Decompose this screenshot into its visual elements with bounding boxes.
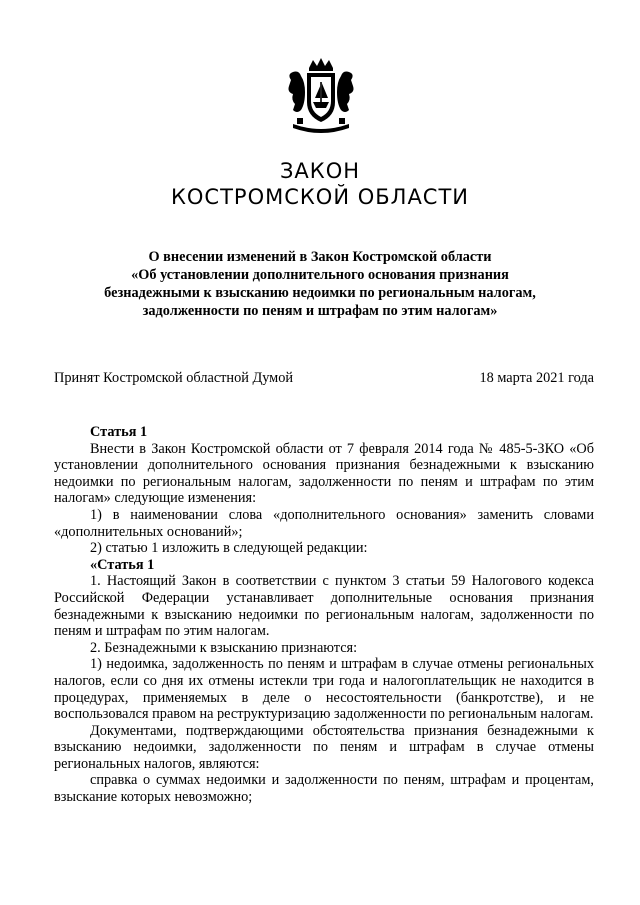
paragraph-item-1: 1) в наименовании слова «дополнительного основания» заменить словами «дополнительных оснований»; — [54, 506, 594, 540]
article-1-heading: Статья 1 — [90, 424, 148, 440]
subtitle-line2: «Об установлении дополнительного основания признания — [131, 267, 509, 283]
subtitle-line3: безнадежными к взысканию недоимки по региональным налогам, — [104, 285, 536, 301]
subtitle-line1: О внесении изменений в Закон Костромской области — [148, 249, 492, 265]
paragraph-documents: Документами, подтверждающими обстоятельства признания безнадежными к взысканию недоимки, задолженности по пеням и штрафам в случае отмены региональных налогов, являются: — [54, 722, 594, 772]
adopted-by: Принят Костромской областной Думой — [54, 370, 294, 386]
law-body — [54, 424, 594, 806]
kostroma-coat-of-arms-icon — [283, 58, 359, 138]
paragraph-clause-1: 1. Настоящий Закон в соответствии с пунктом 3 статьи 59 Налогового кодекса Российской Федерации устанавливает дополнительные основания признания безнадежными к взысканию недоимки по региональным налогам, задолженности по пеням и штрафам по этим налогам. — [54, 573, 594, 640]
law-title-line1: ЗАКОН — [279, 159, 361, 183]
new-article-1-heading: «Статья 1 — [90, 556, 155, 573]
paragraph-intro: Внести в Закон Костромской области от 7 февраля 2014 года № 485-5-ЗКО «Об установлении дополнительного основания признания безнадежными к взысканию недоимки по региональным налогам, задолженности по пеням и штрафам по этим налогам» следующие изменения: — [54, 440, 594, 507]
paragraph-item-2: 2) статью 1 изложить в следующей редакции: — [90, 540, 368, 557]
adoption-date: 18 марта 2021 года — [479, 370, 594, 386]
paragraph-certificate: справка о суммах недоимки и задолженности по пеням, штрафам и процентам, взыскание которых невозможно; — [54, 772, 594, 806]
law-subtitle — [60, 248, 580, 320]
subtitle-line4: задолженности по пеням и штрафам по этим налогам» — [142, 303, 498, 319]
paragraph-subclause-1: 1) недоимка, задолженность по пеням и штрафам в случае отмены региональных налогов, если со дня их отмены истекли три года и налогоплательщик не находится в процедурах, применяемых в деле о несостоятельности (банкротстве), и не воспользовался правом на реструктуризацию задолженности по региональным налогам. — [54, 656, 594, 723]
paragraph-clause-2: 2. Безнадежными к взысканию признаются: — [90, 639, 358, 656]
law-title-line2: КОСТРОМСКОЙ ОБЛАСТИ — [170, 185, 470, 209]
